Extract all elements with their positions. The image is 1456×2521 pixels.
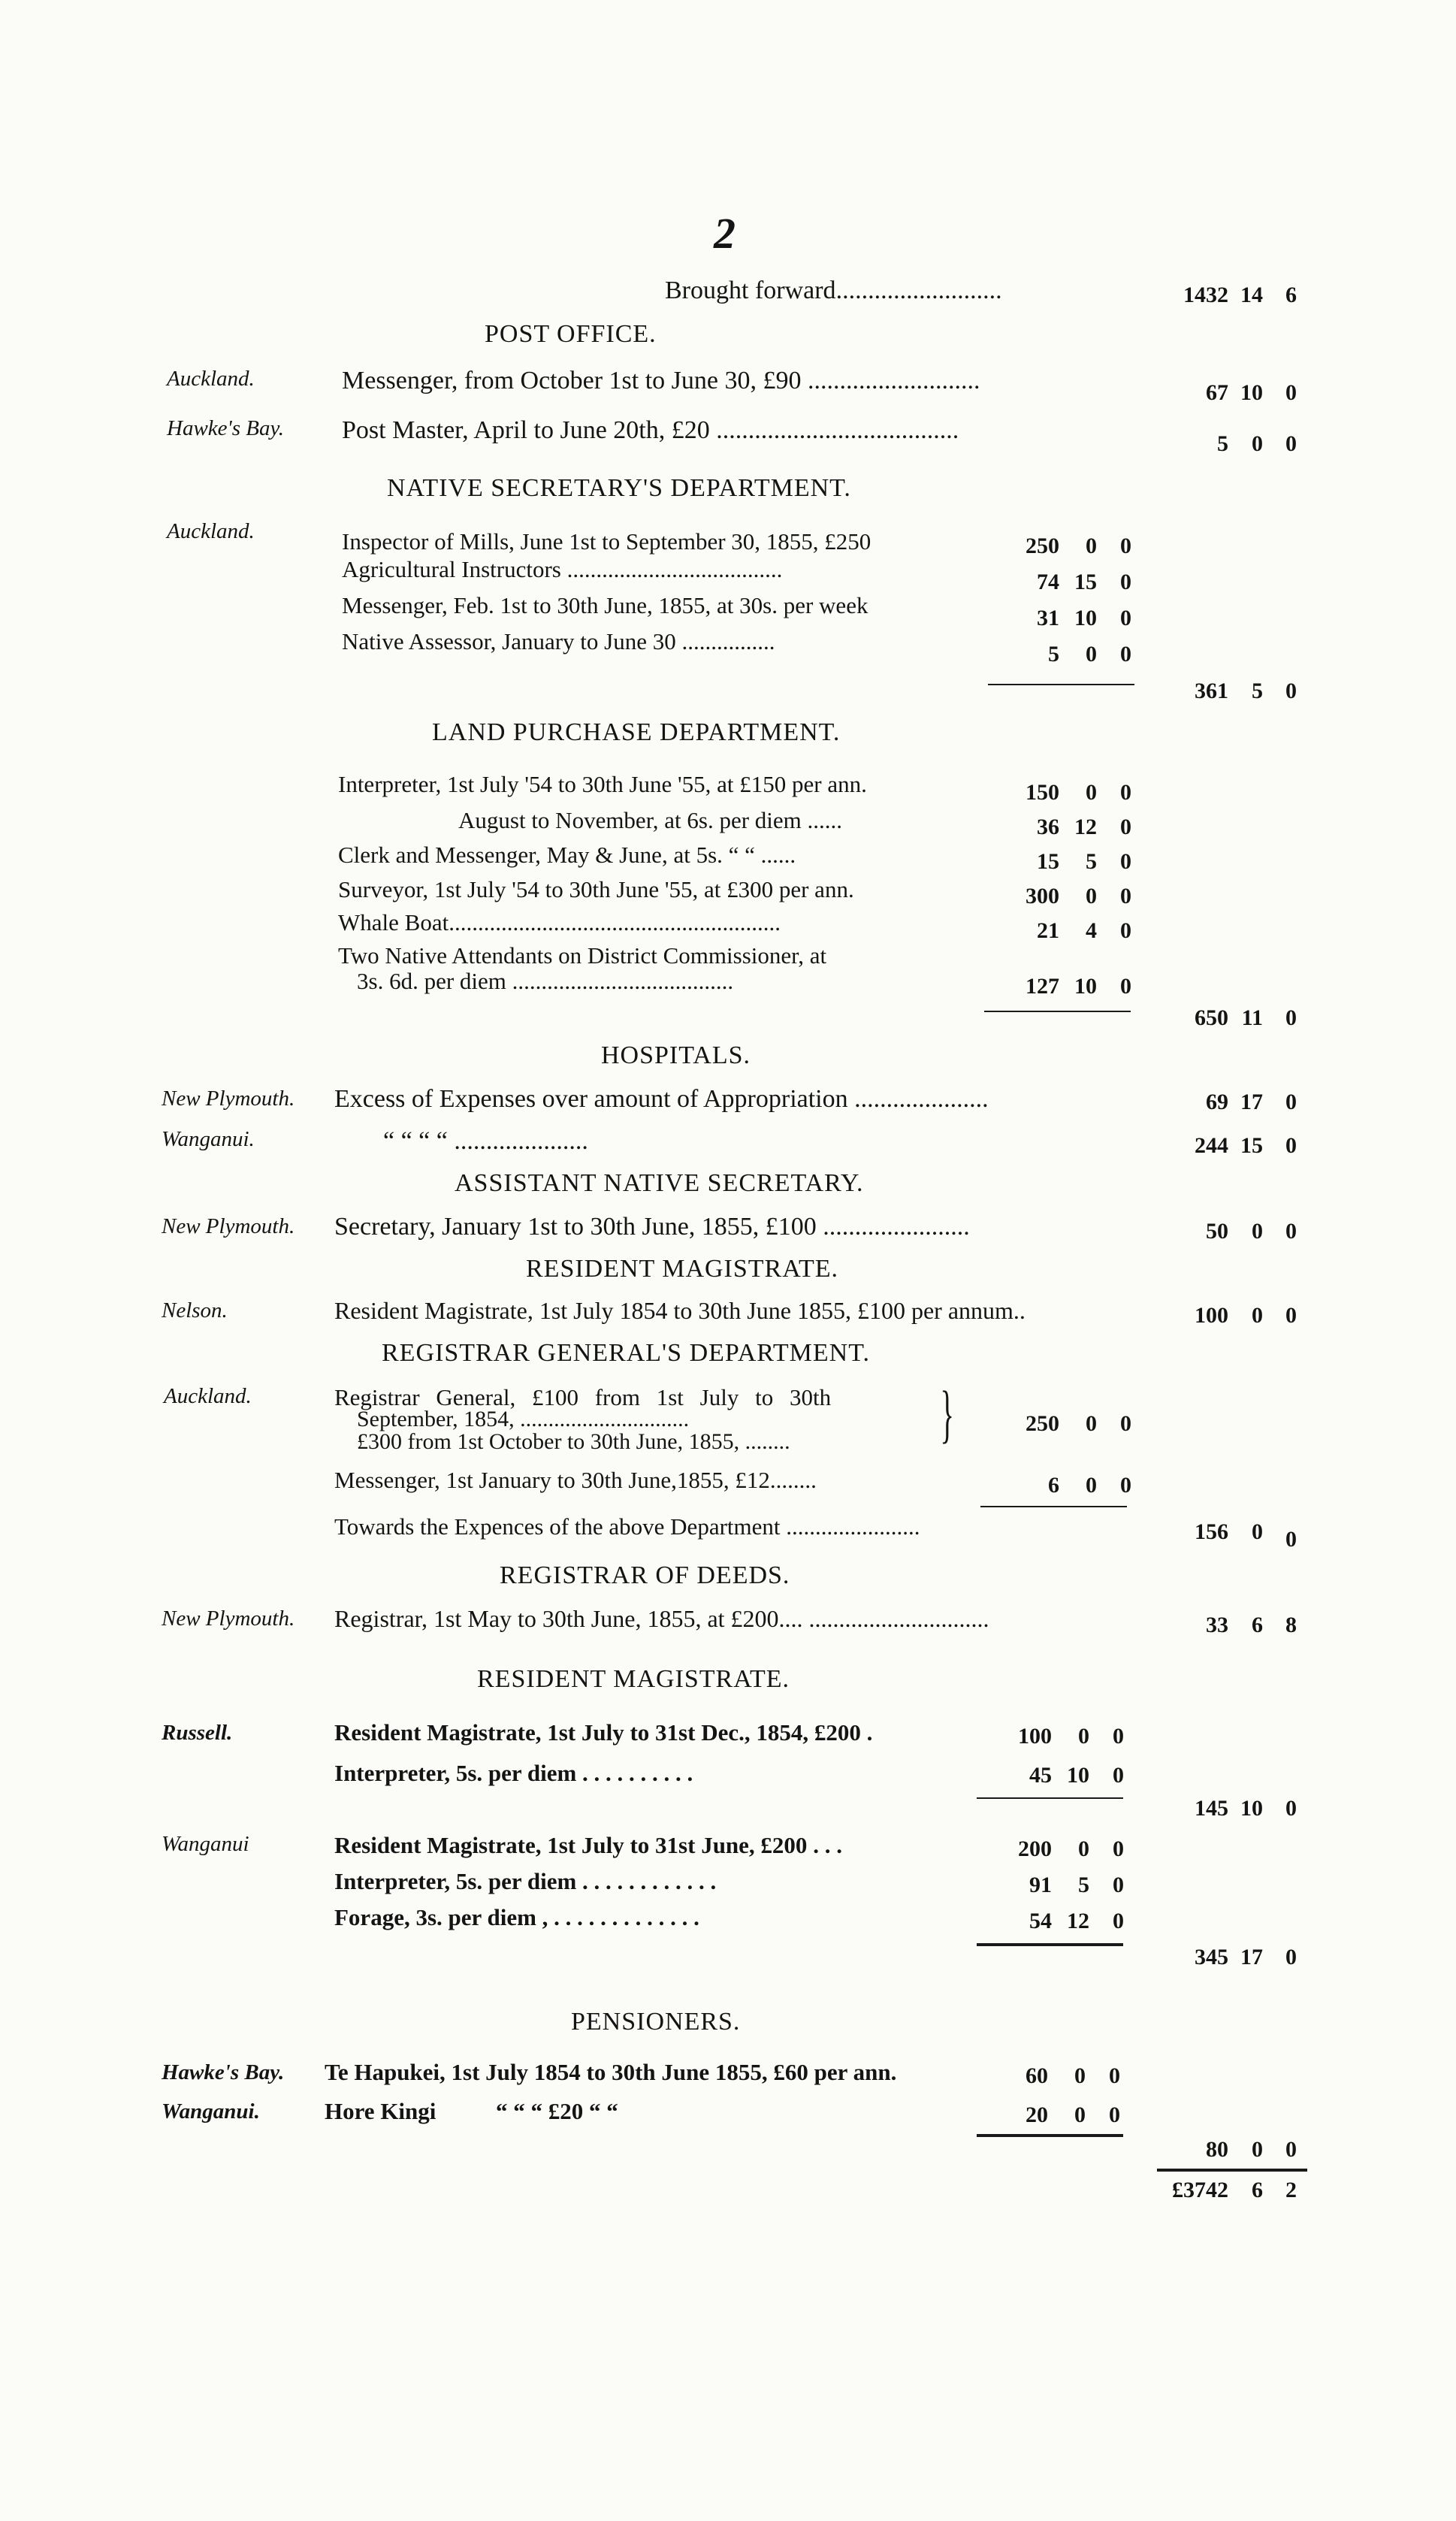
amount-shillings: 10 (1074, 606, 1097, 630)
amount-shillings: 0 (1078, 1836, 1089, 1861)
place-label: Hawke's Bay. (167, 416, 285, 440)
grand-total-pounds: £3742 (1172, 2178, 1228, 2202)
amount-shillings: 12 (1067, 1909, 1089, 1933)
section-total-pence: 0 (1285, 1527, 1297, 1552)
entry-text-continued: 3s. 6d. per diem ...................................... (357, 968, 734, 994)
entry-total-shillings: 0 (1252, 431, 1263, 456)
amount-shillings: 0 (1086, 1411, 1097, 1436)
entry-text: Messenger, 1st January to 30th June,1855, £12........ (334, 1467, 817, 1493)
subtotal-rule (984, 1011, 1131, 1012)
amount-pounds: 31 (1037, 606, 1059, 630)
amount-pence: 0 (1120, 570, 1131, 594)
amount-pounds: 250 (1026, 1411, 1059, 1436)
entry-total-shillings: 15 (1240, 1133, 1263, 1158)
place-label: Wanganui. (162, 1127, 255, 1151)
brought-forward-label: Brought forward.......................... (665, 277, 1002, 304)
amount-pence: 0 (1113, 1724, 1124, 1749)
amount-pence: 0 (1113, 1763, 1124, 1788)
place-label: Auckland. (164, 1384, 252, 1408)
amount-pounds: 36 (1037, 815, 1059, 839)
amount-pounds: 200 (1018, 1836, 1052, 1861)
amount-pence: 0 (1120, 974, 1131, 999)
section-heading-land-purchase: LAND PURCHASE DEPARTMENT. (432, 718, 841, 746)
amount-pounds: 15 (1037, 849, 1059, 874)
entry-total-pounds: 50 (1206, 1219, 1228, 1244)
amount-pence: 0 (1109, 2063, 1120, 2088)
amount-pounds: 6 (1048, 1473, 1059, 1498)
section-total-shillings: 11 (1241, 1005, 1263, 1030)
entry-total-pounds: 244 (1195, 1133, 1228, 1158)
entry-text-continued: September, 1854, .............................. (357, 1407, 690, 1431)
entry-total-shillings: 6 (1252, 1613, 1263, 1637)
group-total-pounds: 145 (1195, 1796, 1228, 1821)
entry-total-pence: 0 (1285, 1090, 1297, 1114)
amount-pence: 0 (1113, 1909, 1124, 1933)
amount-shillings: 15 (1074, 570, 1097, 594)
group-total-shillings: 17 (1240, 1945, 1263, 1969)
amount-shillings: 12 (1074, 815, 1097, 839)
section-heading-post-office: POST OFFICE. (485, 320, 657, 348)
place-label: Auckland. (167, 519, 255, 543)
amount-pounds: 54 (1029, 1909, 1052, 1933)
entry-total-pence: 0 (1285, 431, 1297, 456)
amount-pounds: 21 (1037, 918, 1059, 943)
entry-text: Hore Kingi (325, 2098, 436, 2124)
amount-shillings: 0 (1086, 534, 1097, 558)
section-heading-assistant-native-secretary: ASSISTANT NATIVE SECRETARY. (455, 1169, 864, 1197)
entry-text: Te Hapukei, 1st July 1854 to 30th June 1855, £60 per ann. (325, 2059, 897, 2085)
section-heading-native-secretary: NATIVE SECRETARY'S DEPARTMENT. (387, 474, 851, 502)
amount-shillings: 0 (1074, 2063, 1086, 2088)
amount-shillings: 0 (1086, 884, 1097, 908)
entry-text: Interpreter, 1st July '54 to 30th June '55, at £150 per ann. (338, 771, 867, 797)
entry-total-shillings: 17 (1240, 1090, 1263, 1114)
subtotal-rule (977, 1943, 1123, 1946)
amount-shillings: 10 (1074, 974, 1097, 999)
amount-pence: 0 (1113, 1873, 1124, 1897)
amount-pence: 0 (1120, 849, 1131, 874)
entry-total-shillings: 0 (1252, 1219, 1263, 1244)
subtotal-rule (977, 2134, 1123, 2137)
group-total-pence: 0 (1285, 1945, 1297, 1969)
entry-text: Surveyor, 1st July '54 to 30th June '55, at £300 per ann. (338, 876, 854, 902)
entry-text: Clerk and Messenger, May & June, at 5s. “ “ ...... (338, 842, 796, 868)
section-total-pounds: 361 (1195, 679, 1228, 703)
amount-pence: 0 (1120, 534, 1131, 558)
entry-text: Registrar General, £100 from 1st July to 30th (334, 1384, 832, 1410)
amount-pounds: 100 (1018, 1724, 1052, 1749)
grand-total-rule (1157, 2169, 1307, 2172)
brought-forward-pence: 6 (1285, 283, 1297, 307)
place-label: Wanganui. (162, 2099, 260, 2124)
entry-text: Forage, 3s. per diem , . . . . . . . . . . . . . (334, 1904, 699, 1930)
entry-text: Interpreter, 5s. per diem . . . . . . . . . . . . (334, 1868, 717, 1894)
entry-total-pence: 0 (1285, 1133, 1297, 1158)
entry-text: Resident Magistrate, 1st July to 31st Dec., 1854, £200 . (334, 1719, 873, 1746)
section-total-pence: 0 (1285, 1005, 1297, 1030)
amount-pounds: 20 (1026, 2102, 1048, 2127)
subtotal-rule (988, 684, 1134, 685)
entry-total-pounds: 33 (1206, 1613, 1228, 1637)
group-total-shillings: 10 (1240, 1796, 1263, 1821)
amount-pounds: 150 (1026, 780, 1059, 805)
entry-text: Native Assessor, January to June 30 ................ (342, 628, 775, 654)
entry-total-shillings: 0 (1252, 1303, 1263, 1328)
entry-text: Secretary, January 1st to 30th June, 1855, £100 ....................... (334, 1213, 970, 1241)
entry-text: Messenger, from October 1st to June 30, £90 ........................... (342, 367, 980, 394)
entry-total-pounds: 5 (1217, 431, 1228, 456)
grand-total-shillings: 6 (1252, 2178, 1263, 2202)
entry-total-pounds: 67 (1206, 380, 1228, 405)
amount-pounds: 127 (1026, 974, 1059, 999)
section-total-shillings: 0 (1252, 2137, 1263, 2162)
entry-text: Excess of Expenses over amount of Appropriation ..................... (334, 1085, 989, 1113)
entry-total-pence: 0 (1285, 380, 1297, 405)
brace-icon: } (940, 1377, 954, 1449)
ditto-marks: “ “ “ £20 “ “ (496, 2098, 618, 2124)
amount-pounds: 250 (1026, 534, 1059, 558)
entry-text: August to November, at 6s. per diem ...... (458, 807, 843, 833)
amount-pence: 0 (1120, 606, 1131, 630)
place-label: Nelson. (162, 1298, 228, 1322)
amount-pence: 0 (1120, 780, 1131, 805)
amount-pounds: 60 (1026, 2063, 1048, 2088)
place-label: New Plymouth. (162, 1214, 295, 1238)
section-total-shillings: 5 (1252, 679, 1263, 703)
amount-shillings: 0 (1078, 1724, 1089, 1749)
amount-pounds: 45 (1029, 1763, 1052, 1788)
section-total-pounds: 156 (1195, 1519, 1228, 1544)
place-label: Wanganui (162, 1832, 249, 1856)
section-heading-registrar-of-deeds: REGISTRAR OF DEEDS. (500, 1561, 790, 1589)
towards-text: Towards the Expences of the above Department ....................... (334, 1513, 920, 1540)
page-number: 2 (714, 209, 736, 258)
amount-shillings: 5 (1078, 1873, 1089, 1897)
amount-pence: 0 (1120, 642, 1131, 667)
entry-text: Inspector of Mills, June 1st to September 30, 1855, £250 (342, 528, 871, 555)
section-heading-hospitals: HOSPITALS. (601, 1041, 751, 1069)
grand-total-pence: 2 (1285, 2178, 1297, 2202)
section-total-pounds: 650 (1195, 1005, 1228, 1030)
place-label: New Plymouth. (162, 1087, 295, 1111)
entry-total-pence: 0 (1285, 1219, 1297, 1244)
amount-pence: 0 (1120, 918, 1131, 943)
section-total-pounds: 80 (1206, 2137, 1228, 2162)
place-label: Auckland. (167, 367, 255, 391)
amount-pence: 0 (1113, 1836, 1124, 1861)
entry-text: Messenger, Feb. 1st to 30th June, 1855, at 30s. per week (342, 592, 868, 618)
place-label: New Plymouth. (162, 1607, 295, 1631)
section-total-shillings: 0 (1252, 1519, 1263, 1544)
place-label: Hawke's Bay. (162, 2060, 285, 2084)
entry-total-pence: 8 (1285, 1613, 1297, 1637)
amount-shillings: 0 (1074, 2102, 1086, 2127)
ditto-marks: “ “ “ “ ..................... (383, 1127, 588, 1155)
brought-forward-pounds: 1432 (1183, 283, 1228, 307)
amount-shillings: 4 (1086, 918, 1097, 943)
section-heading-resident-magistrate-2: RESIDENT MAGISTRATE. (477, 1665, 790, 1693)
amount-pounds: 74 (1037, 570, 1059, 594)
subtotal-rule (977, 1797, 1123, 1799)
section-total-pence: 0 (1285, 2137, 1297, 2162)
amount-shillings: 0 (1086, 1473, 1097, 1498)
amount-pounds: 300 (1026, 884, 1059, 908)
amount-pence: 0 (1120, 884, 1131, 908)
entry-text: Whale Boat......................................................... (338, 909, 781, 936)
entry-total-pence: 0 (1285, 1303, 1297, 1328)
entry-text: Interpreter, 5s. per diem . . . . . . . . . . (334, 1760, 693, 1786)
amount-pounds: 5 (1048, 642, 1059, 667)
amount-pounds: 91 (1029, 1873, 1052, 1897)
amount-pence: 0 (1120, 1473, 1131, 1498)
entry-text: Two Native Attendants on District Commissioner, at (338, 942, 827, 969)
entry-total-pounds: 100 (1195, 1303, 1228, 1328)
amount-shillings: 0 (1086, 642, 1097, 667)
amount-pence: 0 (1109, 2102, 1120, 2127)
entry-total-pounds: 69 (1206, 1090, 1228, 1114)
entry-text: Post Master, April to June 20th, £20 ...................................... (342, 416, 959, 444)
entry-text: Registrar, 1st May to 30th June, 1855, at £200.... .............................. (334, 1605, 989, 1632)
subtotal-rule (980, 1506, 1127, 1507)
amount-pence: 0 (1120, 815, 1131, 839)
entry-total-shillings: 10 (1240, 380, 1263, 405)
entry-text: Resident Magistrate, 1st July 1854 to 30th June 1855, £100 per annum.. (334, 1297, 1026, 1324)
section-heading-registrar-general: REGISTRAR GENERAL'S DEPARTMENT. (382, 1339, 870, 1367)
amount-shillings: 0 (1086, 780, 1097, 805)
group-total-pence: 0 (1285, 1796, 1297, 1821)
amount-shillings: 5 (1086, 849, 1097, 874)
section-heading-resident-magistrate: RESIDENT MAGISTRATE. (526, 1255, 839, 1283)
group-total-pounds: 345 (1195, 1945, 1228, 1969)
section-heading-pensioners: PENSIONERS. (571, 2008, 741, 2036)
place-label: Russell. (162, 1721, 233, 1745)
brought-forward-shillings: 14 (1240, 283, 1263, 307)
section-total-pence: 0 (1285, 679, 1297, 703)
entry-text: Agricultural Instructors ..................................... (342, 556, 783, 582)
amount-pence: 0 (1120, 1411, 1131, 1436)
entry-text-continued: £300 from 1st October to 30th June, 1855, ........ (357, 1429, 790, 1454)
entry-text: Resident Magistrate, 1st July to 31st June, £200 . . . (334, 1832, 842, 1858)
amount-shillings: 10 (1067, 1763, 1089, 1788)
